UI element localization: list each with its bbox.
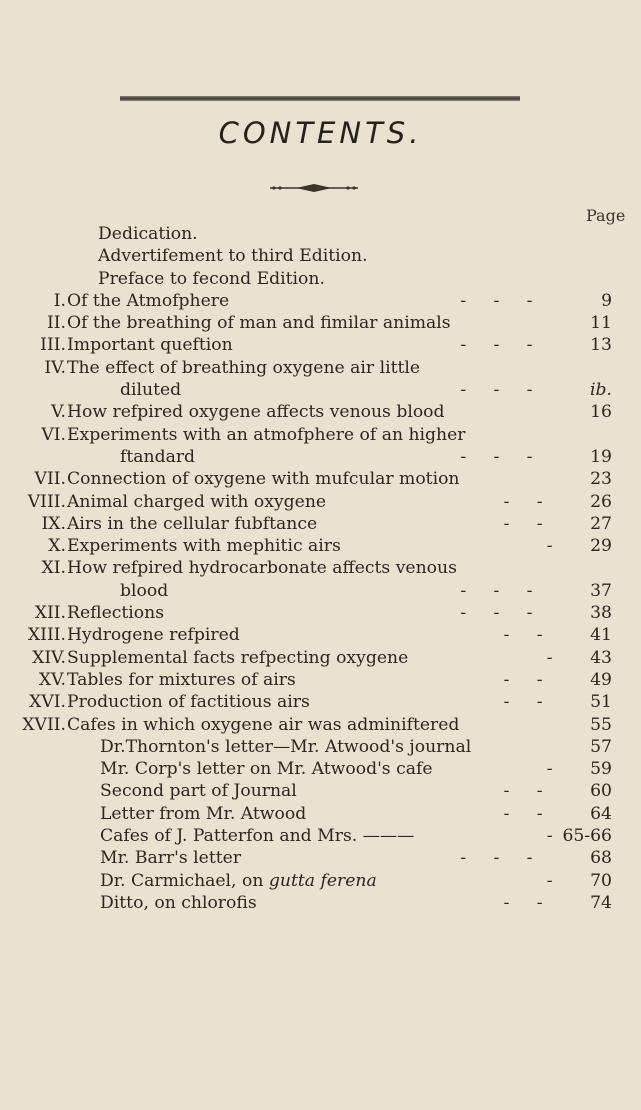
toc-entry [0, 758, 641, 780]
chapter-number: XIV. [32, 647, 66, 668]
toc-entry [0, 290, 641, 312]
page-number: 64 [590, 803, 612, 824]
toc-entry [0, 736, 641, 758]
dot-leader: - - - [460, 446, 533, 467]
chapter-number: VIII. [27, 491, 66, 512]
dot-leader: - - [503, 892, 543, 913]
page-number: 27 [590, 513, 612, 534]
entry-title: Second part of Journal [100, 781, 297, 802]
dot-leader: - [546, 536, 553, 557]
entry-title: Reflections [67, 603, 165, 624]
entry-title: Dr. Carmichael, on gutta ferena [100, 870, 377, 891]
page-number: 19 [590, 446, 612, 467]
entry-title: Mr. Corp's letter on Mr. Atwood's cafe [100, 759, 433, 780]
entry-title: Of the breathing of man and fimilar animals [67, 313, 451, 334]
page-number: 51 [590, 692, 612, 713]
entry-title: Hydrogene refpired [67, 625, 240, 646]
toc-entry [0, 557, 641, 579]
toc-entry [0, 379, 641, 401]
chapter-number: XV. [38, 669, 66, 690]
dot-leader: - - [503, 513, 543, 534]
toc-entry [0, 535, 641, 557]
entry-title: Advertifement to third Edition. [98, 246, 368, 267]
page-number: 38 [590, 603, 612, 624]
chapter-number: II. [46, 313, 66, 334]
entry-title: Cafes of J. Patterfon and Mrs. ——— [100, 826, 415, 847]
toc-entry [0, 580, 641, 602]
chapter-number: I. [53, 290, 66, 311]
page-number: 65-66 [562, 826, 612, 847]
dot-leader: - [546, 647, 553, 668]
page-title: CONTENTS. [218, 116, 423, 150]
toc-entry [0, 803, 641, 825]
toc-entry [0, 825, 641, 847]
entry-title: Tables for mixtures of airs [67, 669, 296, 690]
page-number: ib. [590, 380, 612, 401]
chapter-number: XII. [34, 603, 66, 624]
page-number: 49 [590, 669, 612, 690]
page-number: 60 [590, 781, 612, 802]
chapter-number: VII. [34, 469, 66, 490]
dot-leader: - - [503, 625, 543, 646]
chapter-number: XVII. [22, 714, 66, 735]
top-rule [120, 96, 520, 101]
toc-entry [0, 847, 641, 869]
toc-entry [0, 602, 641, 624]
toc-entry [0, 691, 641, 713]
chapter-number: X. [48, 536, 66, 557]
dot-leader: - [546, 826, 553, 847]
toc-entry [0, 446, 641, 468]
entry-title: Mr. Barr's letter [100, 848, 242, 869]
toc-entry [0, 357, 641, 379]
page-number: 9 [601, 290, 612, 311]
page-number: 16 [590, 402, 612, 423]
chapter-number: XI. [41, 558, 66, 579]
toc-entry [0, 334, 641, 356]
entry-title: Experiments with an atmofphere of an higher [67, 424, 466, 445]
dot-leader: - - - [460, 290, 533, 311]
toc-entry [0, 312, 641, 334]
toc-entry [0, 401, 641, 423]
entry-title: Experiments with mephitic airs [67, 536, 341, 557]
page-number: 70 [590, 870, 612, 891]
chapter-number: XVI. [29, 692, 66, 713]
ornament-divider [268, 183, 360, 193]
dot-leader: - - - [460, 380, 533, 401]
toc-entry [0, 491, 641, 513]
entry-title: Important queftion [67, 335, 233, 356]
page-number: 29 [590, 536, 612, 557]
dot-leader: - - [503, 781, 543, 802]
page-number: 59 [590, 759, 612, 780]
page-number: 55 [590, 714, 612, 735]
chapter-number: XIII. [27, 625, 66, 646]
page-number: 23 [590, 469, 612, 490]
toc-entry [0, 424, 641, 446]
entry-title: Cafes in which oxygene air was adminiftered [67, 714, 460, 735]
toc-entry [0, 870, 641, 892]
chapter-number: V. [51, 402, 66, 423]
page-number: 74 [590, 892, 612, 913]
toc-entry [0, 892, 641, 914]
entry-title: Connection of oxygene with mufcular motion [67, 469, 460, 490]
dot-leader: - [546, 759, 553, 780]
entry-title: Dedication. [98, 224, 198, 244]
contents-list [0, 223, 641, 914]
entry-title: How refpired hydrocarbonate affects venous [67, 558, 457, 579]
dot-leader: - - - [460, 603, 533, 624]
entry-title: Letter from Mr. Atwood [100, 803, 307, 824]
entry-title: Dr.Thornton's letter—Mr. Atwood's journal [100, 736, 472, 757]
page-number: 11 [590, 313, 612, 334]
dot-leader: - - [503, 692, 543, 713]
dot-leader: - - [503, 491, 543, 512]
entry-title: Of the Atmofphere [67, 290, 230, 311]
dot-leader: - [546, 870, 553, 891]
toc-entry [0, 624, 641, 646]
entry-title: Preface to fecond Edition. [98, 268, 325, 289]
toc-entry [0, 669, 641, 691]
chapter-number: III. [40, 335, 66, 356]
page-number: 26 [590, 491, 612, 512]
entry-title: blood [120, 580, 169, 601]
toc-entry [0, 647, 641, 669]
toc-entry [0, 468, 641, 490]
entry-title: The effect of breathing oxygene air little [67, 357, 421, 378]
entry-title: diluted [120, 380, 182, 401]
page-number: 43 [590, 647, 612, 668]
entry-title: Animal charged with oxygene [67, 491, 327, 512]
dot-leader: - - - [460, 848, 533, 869]
dot-leader: - - - [460, 580, 533, 601]
entry-title: Airs in the cellular fubftance [67, 513, 318, 534]
chapter-number: IV. [44, 357, 66, 378]
page-number: 13 [590, 335, 612, 356]
page-number: 37 [590, 580, 612, 601]
entry-title: Production of factitious airs [67, 692, 310, 713]
page-column-label: Page [586, 206, 626, 225]
chapter-number: VI. [41, 424, 66, 445]
dot-leader: - - [503, 669, 543, 690]
page-number: 57 [590, 736, 612, 757]
dot-leader: - - [503, 803, 543, 824]
toc-entry [0, 268, 641, 290]
page-number: 41 [590, 625, 612, 646]
entry-title-italic: gutta ferena [263, 870, 377, 891]
page-number: 68 [590, 848, 612, 869]
entry-title: Supplemental facts refpecting oxygene [67, 647, 409, 668]
toc-entry [0, 714, 641, 736]
toc-entry [0, 780, 641, 802]
toc-entry [0, 245, 641, 267]
toc-entry [0, 223, 641, 245]
entry-title: How refpired oxygene affects venous blood [67, 402, 445, 423]
toc-entry [0, 513, 641, 535]
entry-title: ftandard [120, 446, 196, 467]
chapter-number: IX. [41, 513, 66, 534]
dot-leader: - - - [460, 335, 533, 356]
entry-title: Ditto, on chlorofis [100, 892, 257, 913]
